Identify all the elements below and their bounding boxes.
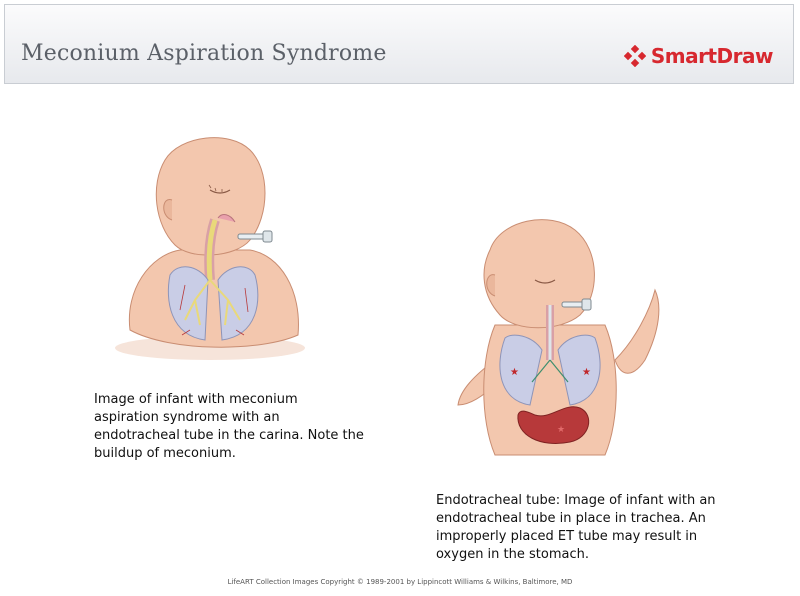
infant-meconium-illustration bbox=[110, 130, 320, 365]
copyright-footer: LifeART Collection Images Copyright © 1989-2001 by Lippincott Williams & Wilkins, Baltimore, MD bbox=[227, 578, 573, 586]
caption-meconium: Image of infant with meconium aspiration syndrome with an endotracheal tube in the carina. Note the buildup of meconium. bbox=[94, 392, 364, 461]
brand-logo bbox=[624, 43, 773, 69]
svg-text:★: ★ bbox=[582, 367, 591, 378]
caption-et-tube: Endotracheal tube: Image of infant with an endotracheal tube in place in trachea. An improperly placed ET tube may result in oxygen in the stomach. bbox=[436, 493, 716, 562]
svg-text:★: ★ bbox=[510, 367, 519, 378]
infant-et-tube-illustration bbox=[450, 210, 670, 465]
header-banner bbox=[4, 4, 794, 84]
svg-text:★: ★ bbox=[557, 425, 566, 435]
page-title: Meconium Aspiration Syndrome bbox=[21, 41, 387, 66]
smartdraw-logo-icon bbox=[624, 45, 646, 67]
brand-name: SmartDraw bbox=[650, 44, 773, 68]
